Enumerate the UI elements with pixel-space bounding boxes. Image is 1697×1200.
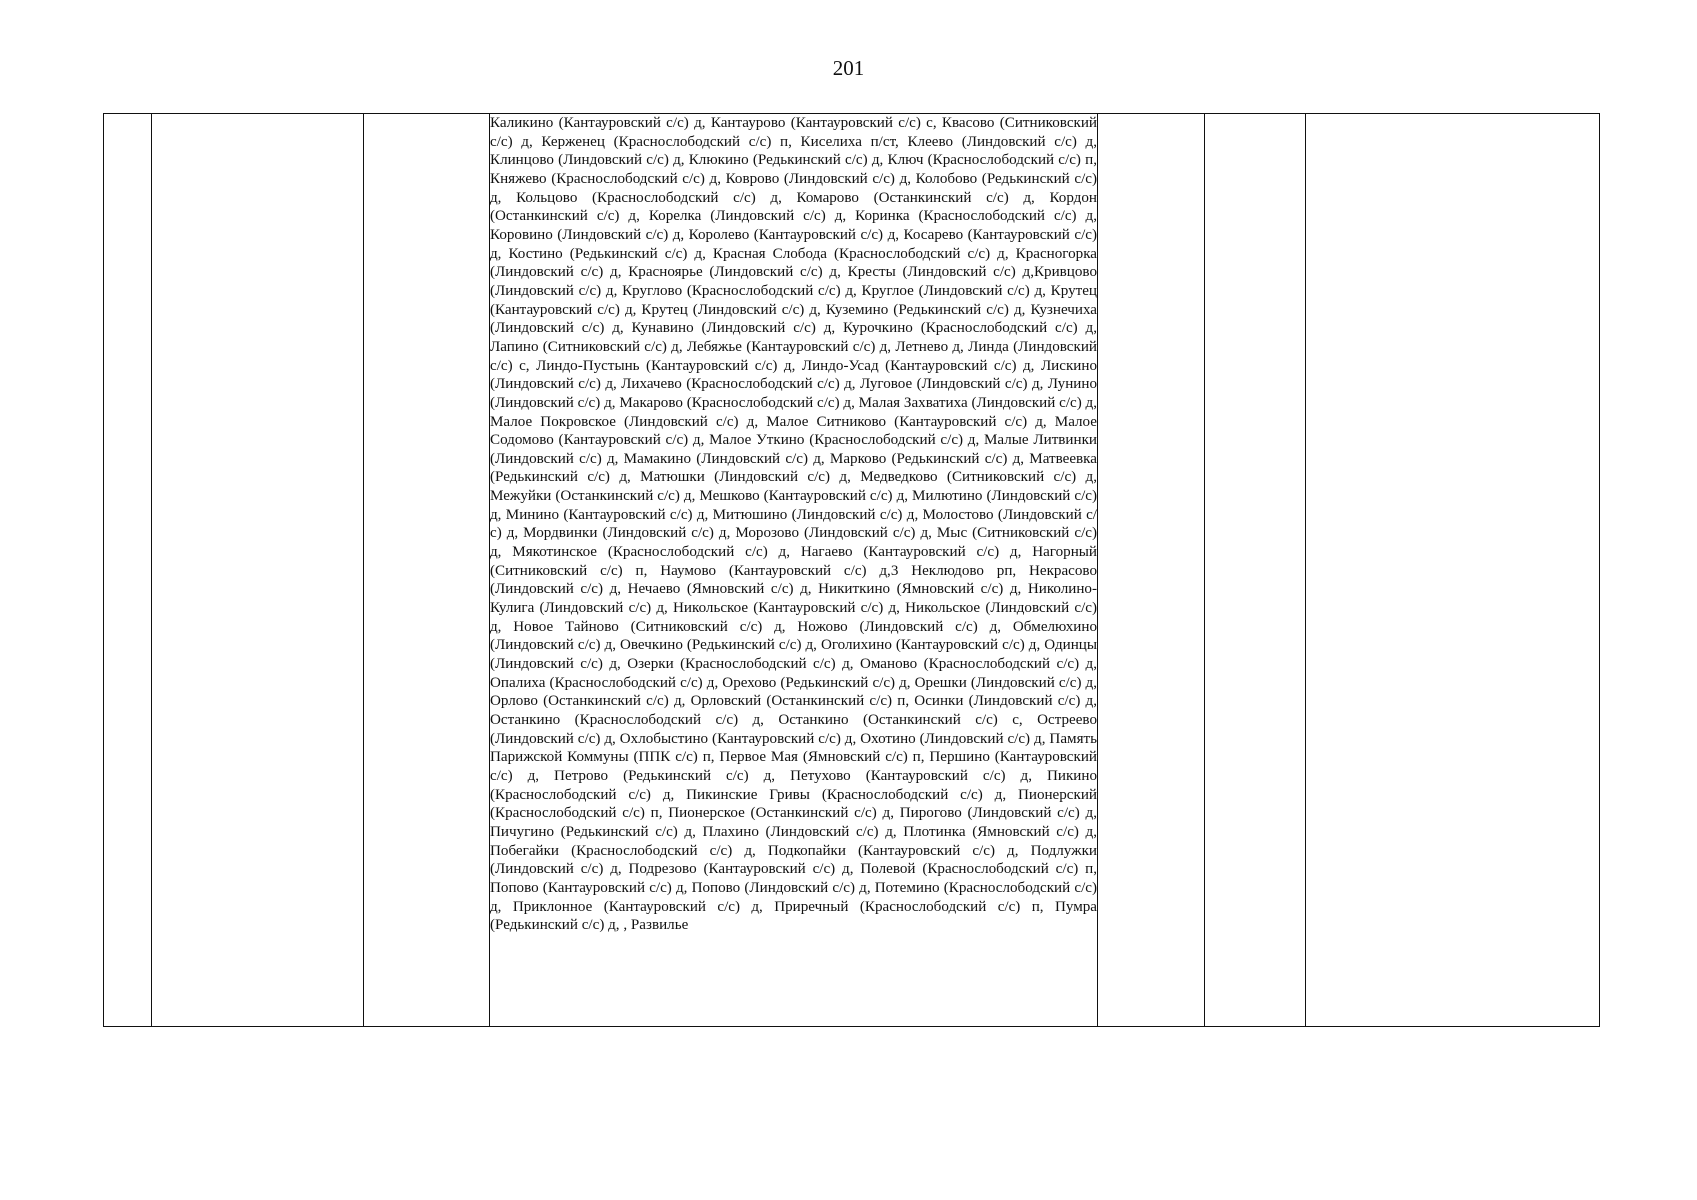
table-cell-localities: [490, 114, 1098, 1027]
table-cell-col2: [152, 114, 364, 1027]
table-cell-col5: [1098, 114, 1205, 1027]
table-cell-col7: [1306, 114, 1600, 1027]
table-row: [104, 114, 1600, 1027]
table-cell-col1: [104, 114, 152, 1027]
table-cell-col6: [1205, 114, 1306, 1027]
table-cell-col3: [364, 114, 490, 1027]
document-table: [103, 113, 1600, 1027]
page-number: 201: [832, 56, 865, 80]
localities-text: Каликино (Кантауровский с/с) д, Кантаурово (Кантауровский с/с) с, Квасово (Ситниковский с/с) д, Керженец (Краснослободский с/с) п, Киселиха п/ст, Клеево (Линдовский с/с) д, Клинцово (Линдовский с/с) д, Клюкино (Редькинский с/с) д, Ключ (Краснослободский с/с) п, Княжево (Краснослободский с/с) д, Коврово (Линдовский с/с) д, Колобово (Редькинский с/с) д, Кольцово (Краснослободский с/с) д, Комарово (Останкинский с/с) д, Кордон (Останкинский с/с) д, Корелка (Линдовский с/с) д, Коринка (Краснослободский с/с) д, Коровино (Линдовский с/с) д, Королево (Кантауровский с/с) д, Косарево (Кантауровский с/с) д, Костино (Редькинский с/с) д, Красная Слобода (Краснослободский с/с) д, Красногорка (Линдовский с/с) д, Красноярье (Линдовский с/с) д, Кресты (Линдовский с/с) д,Кривцово (Линдовский с/с) д, Круглово (Краснослободский с/с) д, Круглое (Линдовский с/с) д, Крутец (Кантауровский с/с) д, Крутец (Линдовский с/с) д, Куземино (Редькинский с/с) д, Кузнечиха (Линдовский с/с) д, Кунавино (Линдовский с/с) д, Курочкино (Краснослободский с/с) д, Лапино (Ситниковский с/с) д, Лебяжье (Кантауровский с/с) д, Летнево д, Линда (Линдовский с/с) с, Линдо-Пустынь (Кантауровский с/с) д, Линдо-Усад (Кантауровский с/с) д, Лискино (Линдовский с/с) д, Лихачево (Краснослободский с/с) д, Луговое (Линдовский с/с) д, Лунино (Линдовский с/с) д, Макарово (Краснослободский с/с) д, Малая Захватиха (Линдовский с/с) д, Малое Покровское (Линдовский с/с) д, Малое Ситниково (Кантауровский с/с) д, Малое Содомово (Кантауровский с/с) д, Малое Уткино (Краснослободский с/с) д, Малые Литвинки (Линдовский с/с) д, Мамакино (Линдовский с/с) д, Марково (Редькинский с/с) д, Матвеевка (Редькинский с/с) д, Матюшки (Линдовский с/с) д, Медведково (Ситниковский с/с) д, Межуйки (Останкинский с/с) д, Мешково (Кантауровский с/с) д, Милютино (Линдовский с/с) д, Минино (Кантауровский с/с) д, Митюшино (Линдовский с/с) д, Молостово (Линдовский с/с) д, Мордвинки (Линдовский с/с) д, Морозово (Линдовский с/с) д, Мыс (Ситниковский с/с) д, Мякотинское (Краснослободский с/с) д, Нагаево (Кантауровский с/с) д, Нагорный (Ситниковский с/с) п, Наумово (Кантауровский с/с) д,3 Неклюдово рп, Некрасово (Линдовский с/с) д, Нечаево (Ямновский с/с) д, Никиткино (Ямновский с/с) д, Николино-Кулига (Линдовский с/с) д, Никольское (Кантауровский с/с) д, Никольское (Линдовский с/с) д, Новое Тайново (Ситниковский с/с) д, Ножово (Линдовский с/с) д, Обмелюхино (Линдовский с/с) д, Овечкино (Редькинский с/с) д, Оголихино (Кантауровский с/с) д, Одинцы (Линдовский с/с) д, Озерки (Краснослободский с/с) д, Оманово (Краснослободский с/с) д, Опалиха (Краснослободский с/с) д, Орехово (Редькинский с/с) д, Орешки (Линдовский с/с) д, Орлово (Останкинский с/с) д, Орловский (Останкинский с/с) п, Осинки (Линдовский с/с) д, Останкино (Краснослободский с/с) д, Останкино (Останкинский с/с) с, Остреево (Линдовский с/с) д, Охлобыстино (Кантауровский с/с) д, Охотино (Линдовский с/с) д, Память Парижской Коммуны (ППК с/с) п, Первое Мая (Ямновский с/с) п, Першино (Кантауровский с/с) д, Петрово (Редькинский с/с) д, Петухово (Кантауровский с/с) д, Пикино (Краснослободский с/с) д, Пикинские Гривы (Краснослободский с/с) д, Пионерский (Краснослободский с/с) п, Пионерское (Останкинский с/с) д, Пирогово (Линдовский с/с) д, Пичугино (Редькинский с/с) д, Плахино (Линдовский с/с) д, Плотинка (Ямновский с/с) д, Побегайки (Краснослободский с/с) д, Подкопайки (Кантауровский с/с) д, Подлужки (Линдовский с/с) д, Подрезово (Кантауровский с/с) д, Полевой (Краснослободский с/с) п, Попово (Кантауровский с/с) д, Попово (Линдовский с/с) д, Потемино (Краснослободский с/с) д, Приклонное (Кантауровский с/с) д, Приречный (Краснослободский с/с) п, Пумра (Редькинский с/с) д, , Развилье: [490, 115, 1097, 934]
